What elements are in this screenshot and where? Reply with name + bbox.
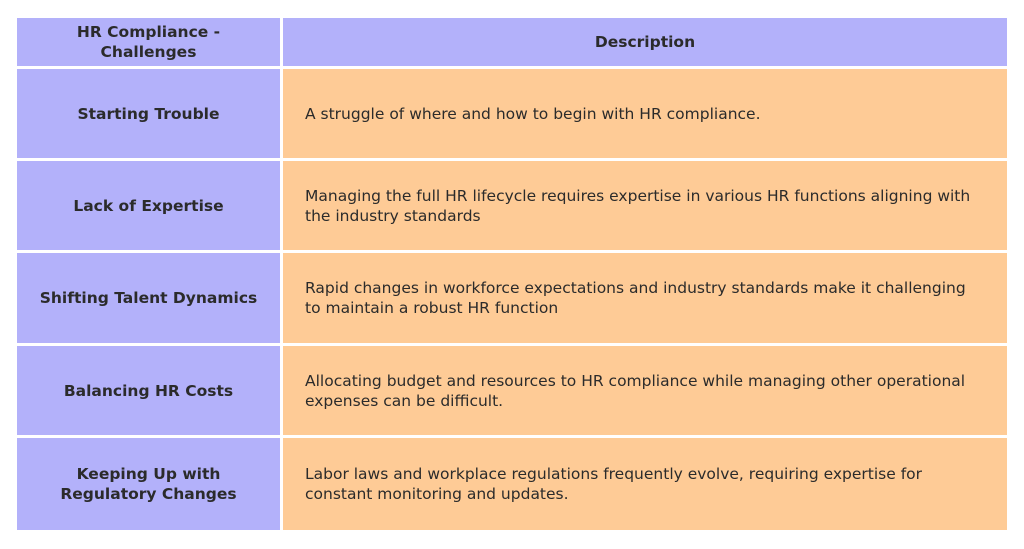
header-challenges: HR Compliance - Challenges [17, 18, 280, 66]
challenge-cell: Balancing HR Costs [17, 346, 280, 435]
description-cell: Managing the full HR lifecycle requires expertise in various HR functions aligning with the industry standards [283, 161, 1007, 250]
table-row [17, 346, 1007, 435]
description-cell: Rapid changes in workforce expectations and industry standards make it challenging to maintain a robust HR function [283, 253, 1007, 343]
challenge-cell: Lack of Expertise [17, 161, 280, 250]
header-description: Description [283, 18, 1007, 66]
description-cell: Allocating budget and resources to HR compliance while managing other operational expenses can be difficult. [283, 346, 1007, 435]
description-cell: A struggle of where and how to begin with HR compliance. [283, 69, 1007, 158]
challenge-cell: Keeping Up with Regulatory Changes [17, 438, 280, 530]
hr-compliance-table [17, 18, 1007, 530]
description-cell: Labor laws and workplace regulations frequently evolve, requiring expertise for constant monitoring and updates. [283, 438, 1007, 530]
table-row [17, 69, 1007, 158]
table-row [17, 253, 1007, 343]
challenge-cell: Shifting Talent Dynamics [17, 253, 280, 343]
table-row [17, 438, 1007, 530]
table-header-row [17, 18, 1007, 66]
table-row [17, 161, 1007, 250]
challenge-cell: Starting Trouble [17, 69, 280, 158]
